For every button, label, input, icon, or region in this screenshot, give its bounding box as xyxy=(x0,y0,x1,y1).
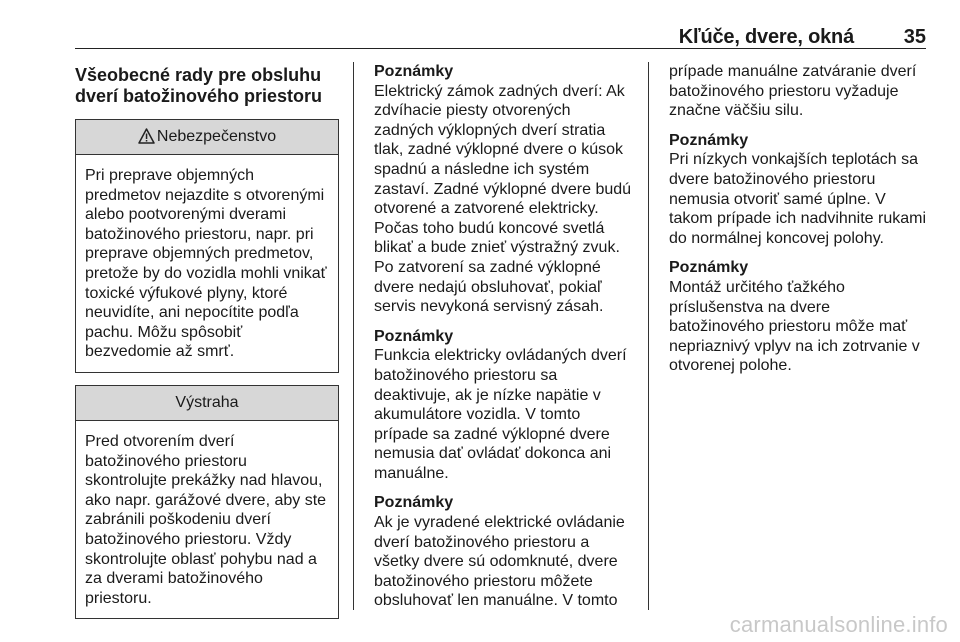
text-line: zdvíhacie piesty otvorených xyxy=(374,102,571,120)
text-line: manuálne. xyxy=(374,464,449,482)
text-line: dvere nedajú obsluhovať, pokiaľ xyxy=(374,278,602,296)
text-line: príslušenstva na dvere xyxy=(669,298,830,316)
note-label: Poznámky xyxy=(669,259,749,277)
text-line: blikať a bude znieť výstražný zvuk. xyxy=(374,239,620,257)
text-line: nepriaznivý vplyv na ich zotrvanie v xyxy=(669,337,920,355)
note-label: Poznámky xyxy=(669,131,749,149)
page-number: 35 xyxy=(903,26,926,48)
text-line: preprave objemných predmetov, xyxy=(85,245,314,263)
danger-box-title: Nebezpečenstvo xyxy=(156,128,277,145)
text-line: batožinového priestoru, napr. pri xyxy=(85,225,314,243)
note-label: Poznámky xyxy=(374,494,454,512)
note-label: Poznámky xyxy=(374,63,454,80)
text-line: nemusia otvoriť samé úplne. V xyxy=(669,190,886,208)
text-line: batožinového priestoru xyxy=(85,452,247,470)
text-line: pretože by do vozidla mohli vnikať xyxy=(85,264,327,282)
text-line: otvorené a zatvorené elektricky. xyxy=(374,200,599,218)
text-line: Montáž určitého ťažkého xyxy=(669,278,845,296)
text-line: bezvedomie až smrť. xyxy=(85,343,235,361)
text-line: za dverami batožinového xyxy=(85,570,263,588)
warning-box-header xyxy=(76,386,338,421)
text-line: Počas toho budú koncové svetlá xyxy=(374,219,605,237)
danger-box-body xyxy=(76,155,338,372)
text-line: batožinového priestoru môžete xyxy=(374,572,593,590)
text-line: dverí batožinového priestoru a xyxy=(374,533,590,551)
section-heading-line: dverí batožinového priestoru xyxy=(75,86,323,106)
column-divider-2 xyxy=(648,62,649,610)
text-line: Pred otvorením dverí xyxy=(85,432,235,450)
column-divider-1 xyxy=(353,62,354,610)
section-heading xyxy=(75,65,339,107)
note-label: Poznámky xyxy=(374,327,454,345)
header-divider xyxy=(75,48,926,49)
text-line: Po zatvorení sa zadné výklopné xyxy=(374,258,601,276)
text-line: dvere batožinového priestoru xyxy=(669,170,876,188)
text-line: Funkcia elektricky ovládaných dverí xyxy=(374,347,627,365)
warning-box xyxy=(75,385,339,619)
text-line: nemusia dať ovládať dokonca ani xyxy=(374,445,612,463)
text-line: značne väčšiu silu. xyxy=(669,102,804,120)
column-2 xyxy=(374,62,638,621)
text-line: prípade manuálne zatváranie dverí xyxy=(669,63,917,80)
text-line: Pri nízkych vonkajších teplotách sa xyxy=(669,151,919,169)
text-line: otvorenej polohe. xyxy=(669,357,792,375)
text-line: alebo pootvorenými dverami xyxy=(85,206,286,224)
text-line: ako napr. garážové dvere, aby ste xyxy=(85,491,327,509)
text-line: zabránili poškodeniu dverí xyxy=(85,511,271,529)
danger-box-header xyxy=(76,120,338,155)
text-line: akumulátore vozidla. V tomto xyxy=(374,406,581,424)
text-line: zastaví. Zadné výklopné dvere budú xyxy=(374,180,632,198)
text-line: predmetov nejazdite s otvorenými xyxy=(85,186,325,204)
note-block xyxy=(374,493,638,611)
text-line: Elektrický zámok zadných dverí: Ak xyxy=(374,82,625,100)
text-line: skontrolujte oblasť pohybu nad a xyxy=(85,550,317,568)
text-line: Ak je vyradené elektrické ovládanie xyxy=(374,514,625,532)
text-line: toxické výfukové plyny, ktoré xyxy=(85,284,288,302)
text-line: batožinového priestoru môže mať xyxy=(669,318,908,336)
note-block xyxy=(669,258,927,376)
text-line: batožinového priestoru. Vždy xyxy=(85,530,292,548)
danger-box xyxy=(75,119,339,373)
warning-box-title: Výstraha xyxy=(175,393,239,411)
text-line: neuvidíte, ani nepocítite podľa xyxy=(85,304,299,322)
page-header-title: Kľúče, dvere, okná xyxy=(678,26,854,48)
column-3 xyxy=(669,62,927,386)
watermark-text: carmanualsonline.info xyxy=(729,612,948,637)
text-line: do normálnej koncovej polohy. xyxy=(669,229,884,247)
text-line: servis nevykoná servisný zásah. xyxy=(374,298,604,316)
text-line: Pri preprave objemných xyxy=(85,167,254,184)
text-line: zadných výklopných dverí stratia xyxy=(374,121,606,139)
text-line: tlak, zadné výklopné dvere o kúsok xyxy=(374,141,624,159)
text-line: spadnú a následne ich systém xyxy=(374,160,590,178)
note-block xyxy=(374,62,638,317)
column-1 xyxy=(75,62,339,631)
text-line: skontrolujte prekážky nad hlavou, xyxy=(85,472,323,490)
text-line: takom prípade ich nadvihnite rukami xyxy=(669,210,927,228)
text-line: pachu. Môžu spôsobiť xyxy=(85,323,243,341)
text-line: batožinového priestoru sa xyxy=(374,366,558,384)
continuation-block xyxy=(669,62,927,121)
note-block xyxy=(669,131,927,249)
text-line: priestoru. xyxy=(85,589,152,607)
text-line: batožinového priestoru vyžaduje xyxy=(669,82,899,100)
text-line: všetky dvere sú odomknuté, dvere xyxy=(374,553,618,571)
section-heading-line: Všeobecné rady pre obsluhu xyxy=(75,65,322,85)
text-line: deaktivuje, ak je nízke napätie v xyxy=(374,386,601,404)
warning-box-body xyxy=(76,421,338,618)
text-line: obsluhovať len manuálne. V tomto xyxy=(374,592,618,610)
note-block xyxy=(374,327,638,484)
warning-triangle-icon xyxy=(138,123,155,157)
text-line: prípade sa zadné výklopné dvere xyxy=(374,425,610,443)
